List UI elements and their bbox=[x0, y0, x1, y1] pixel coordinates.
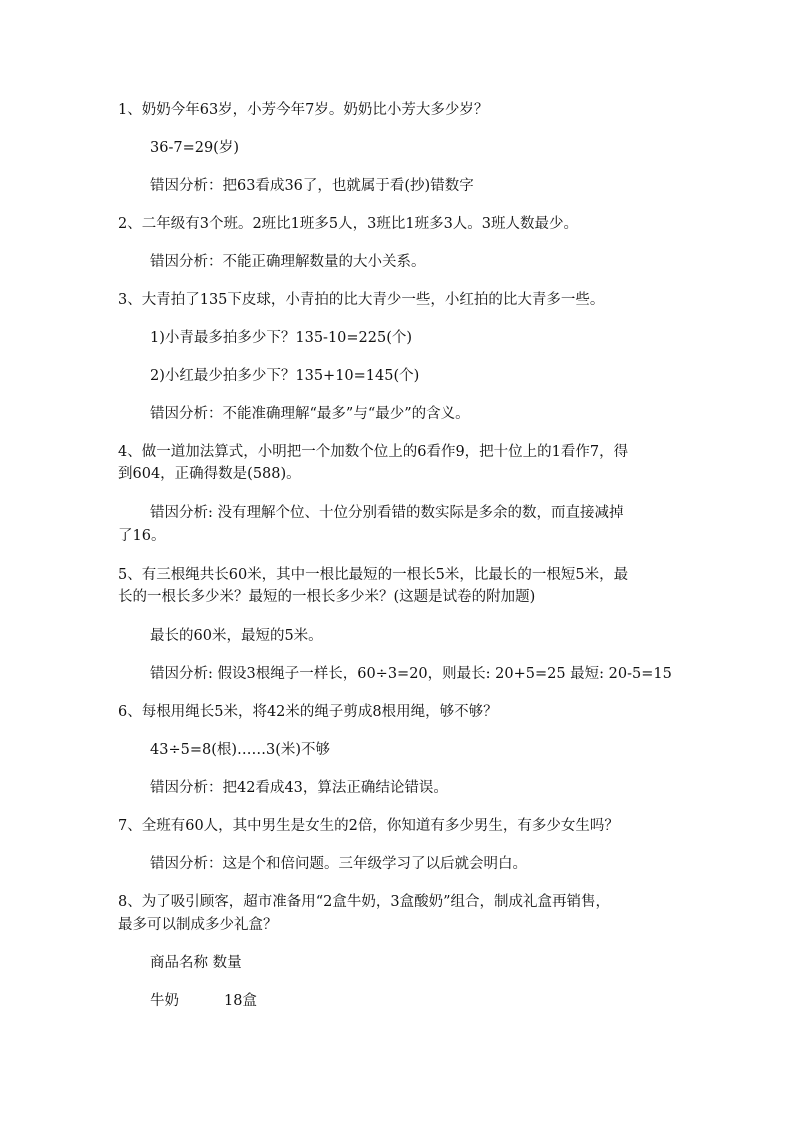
question-number: 6、 bbox=[118, 704, 142, 720]
question-5 bbox=[118, 565, 628, 585]
table-header: 商品名称 数量 bbox=[150, 955, 242, 971]
analysis-4-continued: 了16。 bbox=[118, 528, 166, 544]
question-text: 大青拍了135下皮球，小青拍的比大青少一些，小红拍的比大青多一些。 bbox=[141, 292, 605, 308]
question-text: 每根用绳长5米，将42米的绳子剪成8根用绳，够不够？ bbox=[141, 704, 498, 720]
answer-6: 43÷5=8(根)……3(米)不够 bbox=[150, 742, 331, 758]
question-7 bbox=[118, 816, 619, 836]
answer-1: 36-7=29(岁) bbox=[150, 140, 239, 156]
question-2 bbox=[118, 214, 578, 234]
question-number: 5、 bbox=[118, 567, 142, 583]
product-name: 牛奶 bbox=[150, 993, 179, 1009]
question-3 bbox=[118, 290, 604, 310]
table-row bbox=[150, 991, 350, 1011]
analysis-5: 错因分析: 假设3根绳子一样长，60÷3=20，则最长: 20+5=25 最短: 20-5=15 bbox=[150, 666, 672, 682]
question-text: 奶奶今年63岁，小芳今年7岁。奶奶比小芳大多少岁？ bbox=[141, 102, 489, 118]
question-8 bbox=[118, 892, 610, 912]
question-number: 3、 bbox=[118, 292, 142, 308]
question-text: 做一道加法算式，小明把一个加数个位上的6看作9，把十位上的1看作7，得 bbox=[141, 444, 629, 460]
question-number: 4、 bbox=[118, 444, 142, 460]
question-number: 1、 bbox=[118, 102, 142, 118]
question-text: 有三根绳共长60米，其中一根比最短的一根长5米，比最长的一根短5米，最 bbox=[141, 567, 629, 583]
question-6 bbox=[118, 702, 498, 722]
analysis-2: 错因分析：不能正确理解数量的大小关系。 bbox=[150, 254, 426, 270]
question-number: 2、 bbox=[118, 216, 142, 232]
answer-5: 最长的60米，最短的5米。 bbox=[150, 628, 323, 644]
question-text: 全班有60人，其中男生是女生的2倍，你知道有多少男生，有多少女生吗？ bbox=[141, 818, 619, 834]
question-text: 二年级有3个班。2班比1班多5人，3班比1班多3人。3班人数最少。 bbox=[141, 216, 579, 232]
question-number: 7、 bbox=[118, 818, 142, 834]
question-number: 8、 bbox=[118, 894, 142, 910]
analysis-7: 错因分析：这是个和倍问题。三年级学习了以后就会明白。 bbox=[150, 856, 527, 872]
question-text: 为了吸引顾客，超市准备用“2盒牛奶，3盒酸奶”组合，制成礼盒再销售， bbox=[141, 894, 611, 910]
analysis-4: 错因分析: 没有理解个位、十位分别看错的数实际是多余的数，而直接减掉 bbox=[150, 505, 624, 521]
question-1 bbox=[118, 100, 488, 120]
analysis-3: 错因分析：不能准确理解“最多”与“最少”的含义。 bbox=[150, 406, 470, 422]
question-4-continued: 到604，正确得数是(588)。 bbox=[118, 466, 301, 482]
analysis-6: 错因分析：把42看成43，算法正确结论错误。 bbox=[150, 780, 448, 796]
question-5-continued: 长的一根长多少米？最短的一根长多少米？(这题是试卷的附加题) bbox=[118, 589, 536, 605]
sub-question-3-1: 1)小青最多拍多少下？135-10=225(个) bbox=[150, 330, 413, 346]
analysis-1: 错因分析：把63看成36了，也就属于看(抄)错数字 bbox=[150, 178, 474, 194]
question-8-continued: 最多可以制成多少礼盒？ bbox=[118, 917, 278, 933]
question-4 bbox=[118, 442, 628, 462]
product-quantity: 18盒 bbox=[224, 993, 257, 1009]
sub-question-3-2: 2)小红最少拍多少下？135+10=145(个) bbox=[150, 368, 420, 384]
